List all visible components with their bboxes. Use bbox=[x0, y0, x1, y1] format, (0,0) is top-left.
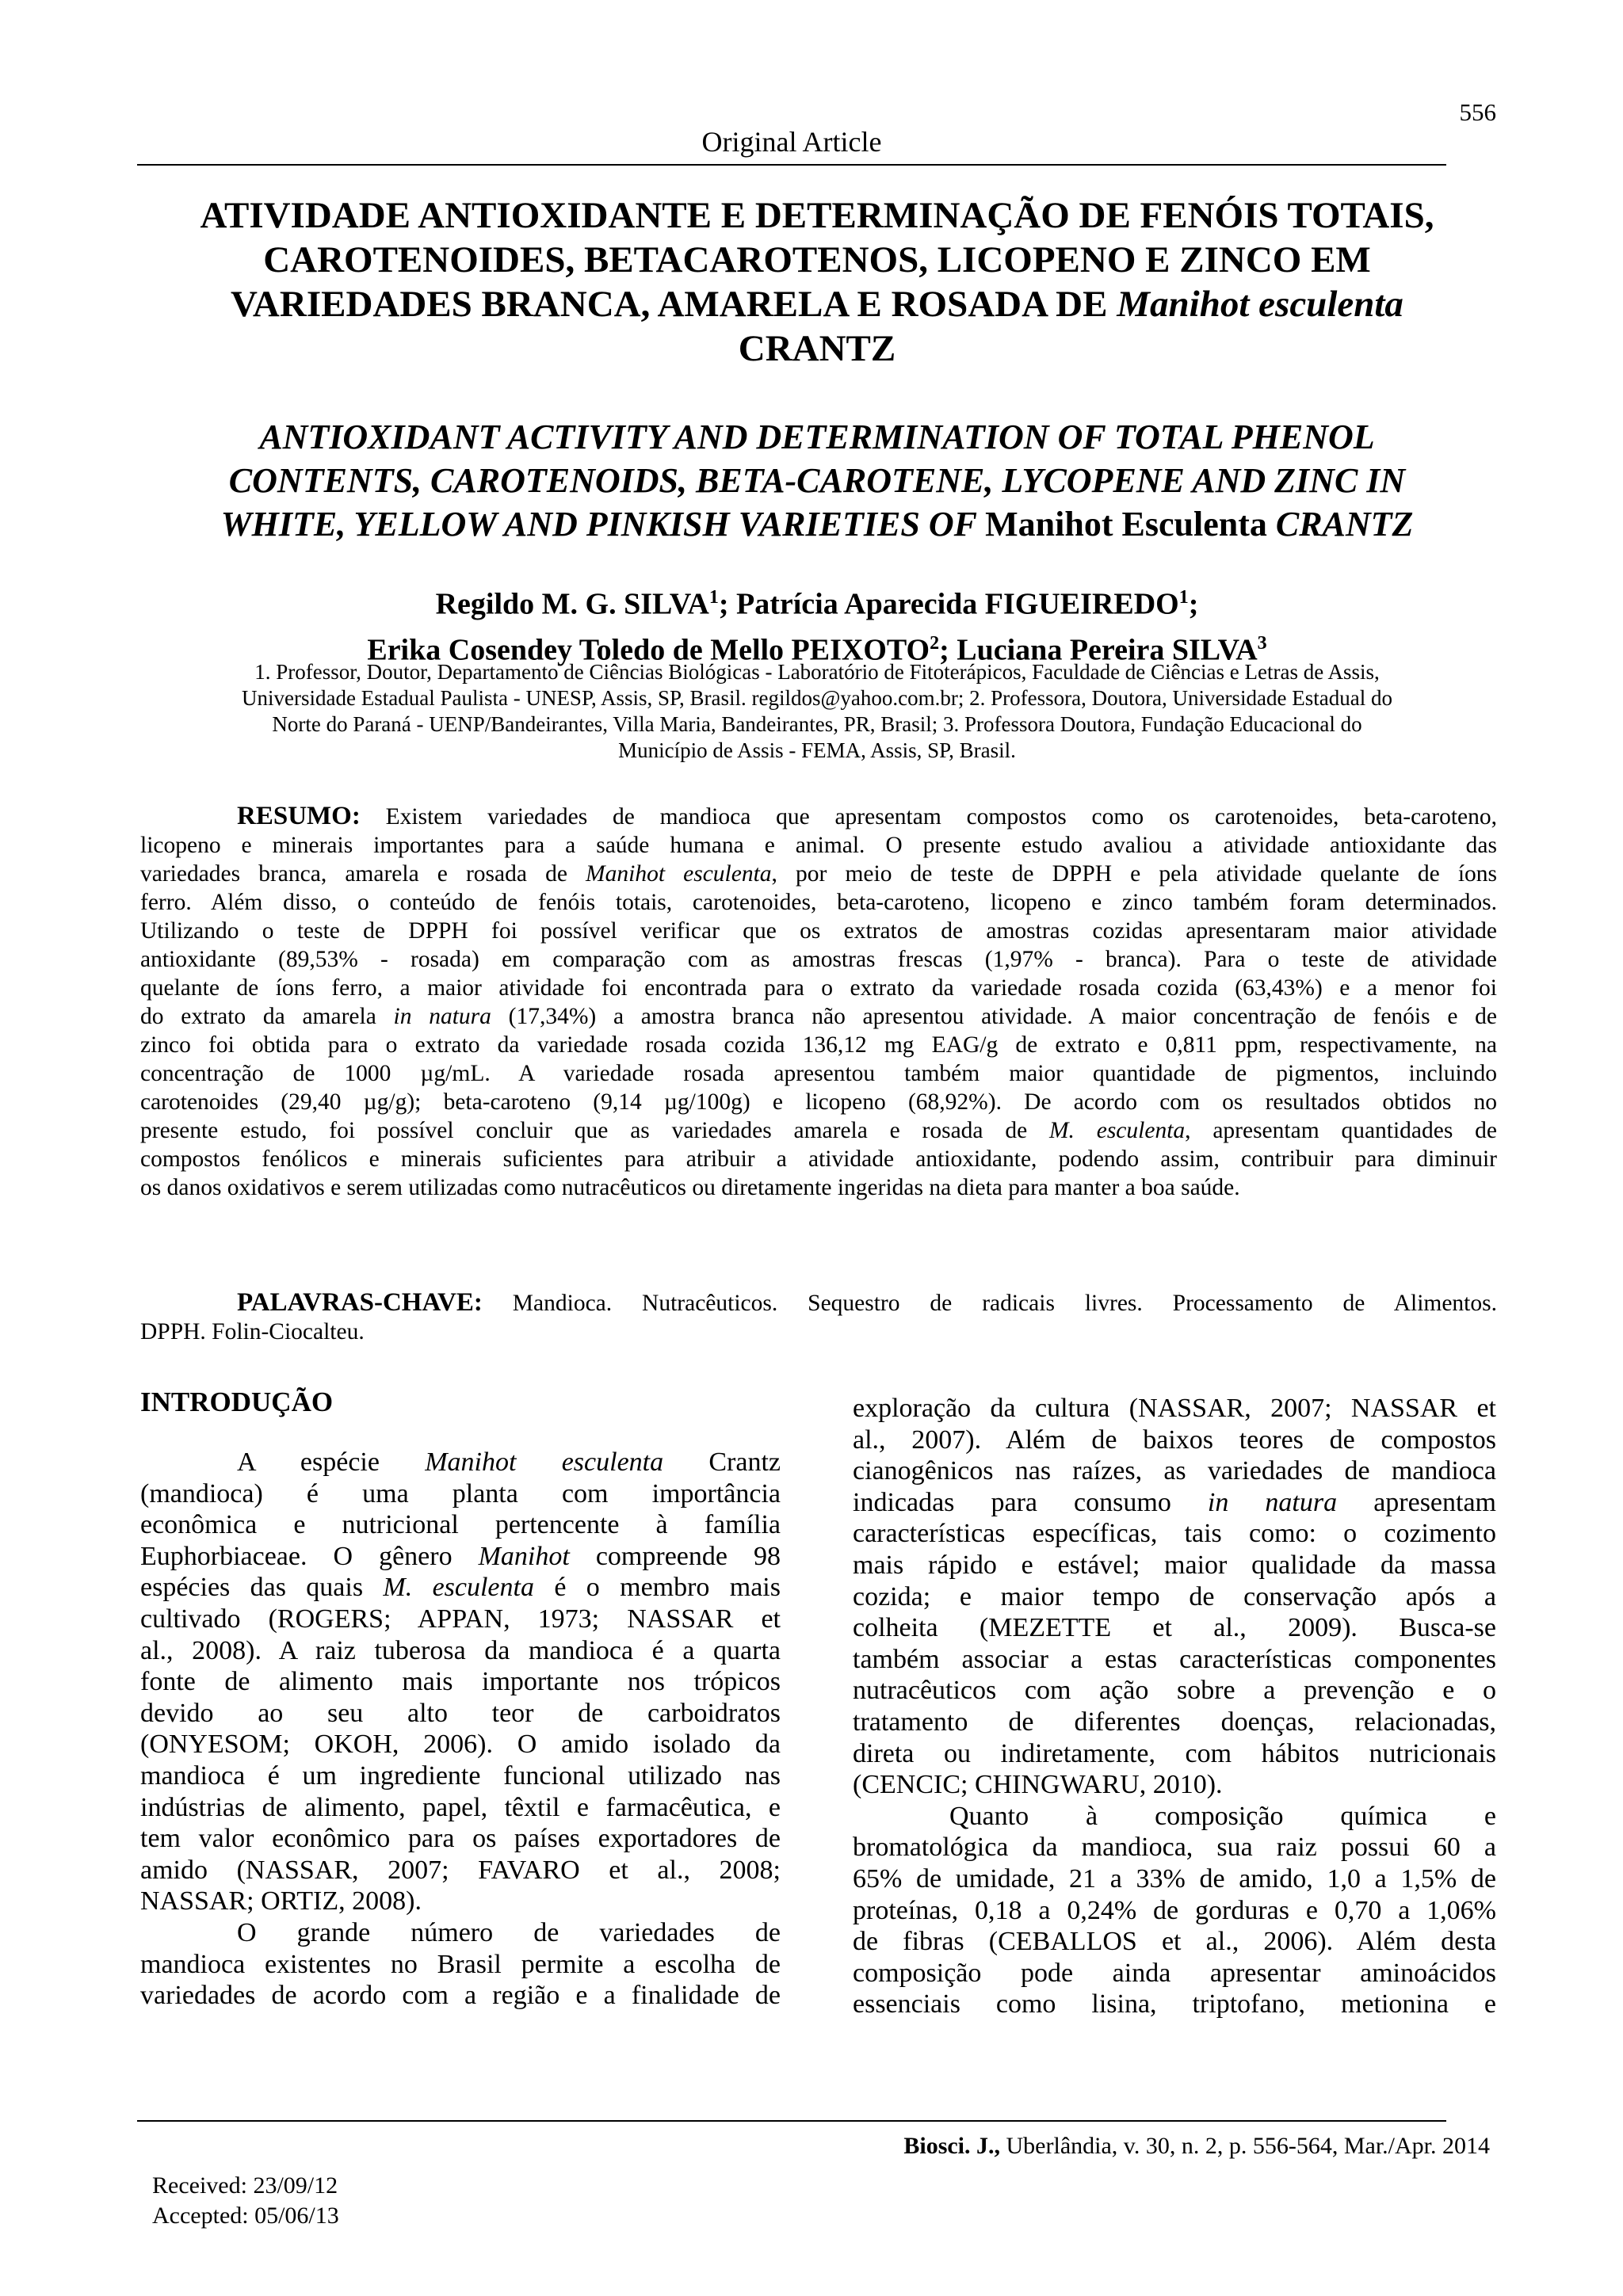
body-line: amido (NASSAR, 2007; FAVARO et al., 2008; bbox=[140, 1855, 781, 1885]
abstract-line: antioxidante (89,53% - rosada) em comparação com as amostras frescas (1,97% - branca). Para o teste de atividade bbox=[140, 947, 1497, 972]
body-text: Euphorbiaceae. O gênero bbox=[140, 1541, 479, 1571]
abstract-text: variedades branca, amarela e rosada de bbox=[140, 861, 586, 887]
body-line: fonte de alimento mais importante nos trópicos bbox=[140, 1667, 781, 1697]
abstract-line: quelante de íons ferro, a maior atividade foi encontrada para o extrato da variedade rosada cozida (63,43%) e a menor foi bbox=[140, 975, 1497, 1001]
body-text: é o membro mais bbox=[533, 1573, 781, 1603]
species-name: Manihot esculenta bbox=[425, 1447, 664, 1477]
abstract-line: Utilizando o teste de DPPH foi possível verificar que os extratos de amostras cozidas apresentaram maior atividade bbox=[140, 918, 1497, 944]
body-line: 65% de umidade, 21 a 33% de amido, 1,0 a 1,5% de bbox=[853, 1863, 1496, 1894]
abstract-line: os danos oxidativos e serem utilizadas como nutracêuticos ou diretamente ingeridas na dieta para manter a boa saúde. bbox=[140, 1175, 1240, 1200]
received-date: Received: 23/09/12 bbox=[152, 2172, 338, 2199]
affiliation-line: Norte do Paraná - UENP/Bandeirantes, Villa Maria, Bandeirantes, PR, Brasil; 3. Professora Doutora, Fundação Educacional do bbox=[272, 712, 1362, 736]
body-line: cozida; e maior tempo de conservação após a bbox=[853, 1581, 1496, 1611]
body-line bbox=[140, 1572, 781, 1604]
author-separator: ; bbox=[1188, 587, 1199, 621]
accepted-date: Accepted: 05/06/13 bbox=[152, 2203, 339, 2229]
abstract-line bbox=[140, 802, 1497, 831]
title-en-line-3 bbox=[137, 502, 1497, 546]
body-line: variedades de acordo com a região e a finalidade de bbox=[140, 1981, 781, 2011]
title-pt-line-1: ATIVIDADE ANTIOXIDANTE E DETERMINAÇÃO DE FENÓIS TOTAIS, bbox=[200, 195, 1434, 236]
abstract-line bbox=[140, 1116, 1497, 1145]
affiliations bbox=[137, 659, 1497, 764]
body-line: composição pode ainda apresentar aminoácidos bbox=[853, 1958, 1496, 1988]
abstract-line: ferro. Além disso, o conteúdo de fenóis totais, carotenoides, beta-caroteno, licopeno e zinco também foram determinados. bbox=[140, 890, 1497, 915]
body-line: Quanto à composição química e bbox=[949, 1801, 1496, 1831]
body-line: al., 2007). Além de baixos teores de compostos bbox=[853, 1425, 1496, 1455]
abstract-text: , por meio de teste de DPPH e pela atividade quelante de íons bbox=[771, 861, 1498, 887]
keywords-text: Mandioca. Nutracêuticos. Sequestro de radicais livres. Processamento de Alimentos. bbox=[482, 1291, 1497, 1316]
body-line: econômica e nutricional pertencente à família bbox=[140, 1510, 781, 1540]
title-en-crantz: CRANTZ bbox=[1266, 505, 1414, 543]
abstract-text: , apresentam quantidades de bbox=[1185, 1118, 1497, 1143]
body-line bbox=[140, 1447, 781, 1478]
body-line: NASSAR; ORTIZ, 2008). bbox=[140, 1886, 422, 1917]
author-line-1 bbox=[137, 578, 1497, 624]
body-line: características específicas, tais como: o cozimento bbox=[853, 1519, 1496, 1549]
journal-name: Biosci. J., bbox=[903, 2133, 1001, 2159]
author-4-affiliation-mark: 3 bbox=[1257, 632, 1267, 654]
body-line bbox=[853, 1487, 1496, 1519]
body-line: mandioca é um ingrediente funcional utilizado nas bbox=[140, 1760, 781, 1791]
submission-dates bbox=[152, 2171, 339, 2231]
body-line bbox=[140, 1541, 781, 1573]
abstract-species: M. esculenta bbox=[1048, 1118, 1186, 1143]
title-en-line-1: ANTIOXIDANT ACTIVITY AND DETERMINATION OF TOTAL PHENOL bbox=[259, 418, 1375, 456]
affiliation-line: 1. Professor, Doutor, Departamento de Ciências Biológicas - Laboratório de Fitoterápicos, Faculdade de Ciências e Letras de Assis, bbox=[254, 660, 1380, 684]
abstract-line: compostos fenólicos e minerais suficientes para atribuir a atividade antioxidante, podendo assim, contribuir para diminuir bbox=[140, 1146, 1497, 1172]
abstract-text: presente estudo, foi possível concluir que as variedades amarela e rosada de bbox=[140, 1118, 1049, 1143]
keywords-heading: PALAVRAS-CHAVE: bbox=[237, 1288, 483, 1317]
abstract bbox=[140, 802, 1497, 1202]
title-en-species: Manihot Esculenta bbox=[985, 505, 1267, 543]
right-column bbox=[853, 1393, 1496, 2020]
species-name: M. esculenta bbox=[383, 1573, 534, 1603]
page-number: 556 bbox=[1459, 98, 1496, 126]
abstract-text: Existem variedades de mandioca que apresentam compostos como os carotenoides, beta-caroteno, bbox=[360, 804, 1497, 830]
author-1-affiliation-mark: 1 bbox=[708, 587, 719, 608]
body-line: tratamento de diferentes doenças, relacionadas, bbox=[853, 1707, 1496, 1737]
journal-citation bbox=[903, 2133, 1490, 2160]
footer-rule bbox=[137, 2120, 1446, 2122]
body-text: Crantz bbox=[663, 1447, 781, 1477]
body-text: espécies das quais bbox=[140, 1573, 384, 1603]
affiliation-line: Universidade Estadual Paulista - UNESP, Assis, SP, Brasil. regildos@yahoo.com.br; 2. Professora, Doutora, Universidade Estadual do bbox=[242, 686, 1392, 710]
title-pt-line-3 bbox=[137, 282, 1497, 326]
left-column bbox=[140, 1386, 781, 2012]
abstract-text: do extrato da amarela bbox=[140, 1004, 394, 1029]
body-line: nutracêuticos com ação sobre a prevenção e o bbox=[853, 1676, 1496, 1706]
body-line: proteínas, 0,18 a 0,24% de gorduras e 0,70 a 1,06% bbox=[853, 1895, 1496, 1925]
abstract-italic: in natura bbox=[393, 1004, 491, 1029]
author-2: ; Patrícia Aparecida FIGUEIREDO bbox=[718, 587, 1179, 621]
running-head: Original Article bbox=[701, 126, 882, 158]
body-line: tem valor econômico para os países exportadores de bbox=[140, 1824, 781, 1854]
body-line: exploração da cultura (NASSAR, 2007; NASSAR et bbox=[853, 1394, 1496, 1423]
title-pt-line-3-text: VARIEDADES BRANCA, AMARELA E ROSADA DE bbox=[231, 284, 1117, 325]
body-text: A espécie bbox=[237, 1447, 426, 1477]
title-pt-species: Manihot esculenta bbox=[1117, 284, 1403, 325]
abstract-text: (17,34%) a amostra branca não apresentou atividade. A maior concentração de fenóis e de bbox=[491, 1004, 1498, 1029]
author-3: Erika Cosendey Toledo de Mello PEIXOTO bbox=[367, 633, 930, 667]
italic-term: in natura bbox=[1207, 1487, 1338, 1517]
body-line: al., 2008). A raiz tuberosa da mandioca é a quarta bbox=[140, 1635, 781, 1665]
body-line: também associar a estas características componentes bbox=[853, 1644, 1496, 1674]
abstract-line: concentração de 1000 µg/mL. A variedade rosada apresentou também maior quantidade de pigmentos, incluindo bbox=[140, 1061, 1497, 1086]
body-text: indicadas para consumo bbox=[853, 1487, 1208, 1517]
body-line: cultivado (ROGERS; APPAN, 1973; NASSAR et bbox=[140, 1604, 781, 1634]
body-line: mandioca existentes no Brasil permite a escolha de bbox=[140, 1949, 781, 1979]
keywords-line: DPPH. Folin-Ciocalteu. bbox=[140, 1319, 365, 1344]
body-line: direta ou indiretamente, com hábitos nutricionais bbox=[853, 1738, 1496, 1768]
affiliation-line: Município de Assis - FEMA, Assis, SP, Brasil. bbox=[618, 738, 1016, 762]
title-english bbox=[137, 415, 1497, 546]
author-3-affiliation-mark: 2 bbox=[930, 632, 940, 654]
author-2-affiliation-mark: 1 bbox=[1178, 587, 1189, 608]
journal-volume-info: Uberlândia, v. 30, n. 2, p. 556-564, Mar./Apr. 2014 bbox=[1000, 2133, 1490, 2159]
body-line: de fibras (CEBALLOS et al., 2006). Além desta bbox=[853, 1927, 1496, 1957]
title-en-line-2: CONTENTS, CAROTENOIDS, BETA-CAROTENE, LYCOPENE AND ZINC IN bbox=[228, 461, 1406, 500]
genus-name: Manihot bbox=[478, 1541, 570, 1571]
abstract-line bbox=[140, 860, 1497, 888]
title-pt-line-4: CRANTZ bbox=[738, 328, 896, 369]
body-line: devido ao seu alto teor de carboidratos bbox=[140, 1698, 781, 1728]
abstract-line: carotenoides (29,40 µg/g); beta-caroteno (9,14 µg/100g) e licopeno (68,92%). De acordo com os resultados obtidos no bbox=[140, 1089, 1497, 1115]
title-portuguese bbox=[137, 193, 1497, 371]
body-line: essenciais como lisina, triptofano, metionina e bbox=[853, 1989, 1496, 2019]
body-line: O grande número de variedades de bbox=[237, 1917, 781, 1947]
keywords-line bbox=[140, 1288, 1497, 1318]
keywords bbox=[140, 1288, 1497, 1346]
abstract-line: zinco foi obtida para o extrato da variedade rosada cozida 136,12 mg EAG/g de extrato e 0,811 ppm, respectivamente, na bbox=[140, 1032, 1497, 1058]
body-line: colheita (MEZETTE et al., 2009). Busca-se bbox=[853, 1613, 1496, 1643]
body-line: bromatológica da mandioca, sua raiz possui 60 a bbox=[853, 1833, 1496, 1863]
abstract-line bbox=[140, 1002, 1497, 1031]
abstract-line: licopeno e minerais importantes para a saúde humana e animal. O presente estudo avaliou a atividade antioxidante das bbox=[140, 833, 1497, 858]
body-line: cianogênicos nas raízes, as variedades de mandioca bbox=[853, 1456, 1496, 1486]
title-en-line-3-text: WHITE, YELLOW AND PINKISH VARIETIES OF bbox=[220, 505, 986, 543]
title-pt-line-2: CAROTENOIDES, BETACAROTENOS, LICOPENO E ZINCO EM bbox=[263, 239, 1371, 280]
body-line: mais rápido e estável; maior qualidade da massa bbox=[853, 1550, 1496, 1580]
abstract-species: Manihot esculenta bbox=[586, 861, 772, 887]
body-line: (ONYESOM; OKOH, 2006). O amido isolado da bbox=[140, 1730, 781, 1760]
author-1: Regildo M. G. SILVA bbox=[435, 587, 709, 621]
body-text: compreende 98 bbox=[569, 1541, 781, 1571]
body-line: (mandioca) é uma planta com importância bbox=[140, 1478, 781, 1508]
section-heading-introduction: INTRODUÇÃO bbox=[140, 1386, 334, 1417]
abstract-heading: RESUMO: bbox=[237, 802, 361, 830]
body-line: (CENCIC; CHINGWARU, 2010). bbox=[853, 1770, 1223, 1800]
header-rule bbox=[137, 164, 1446, 166]
author-4: ; Luciana Pereira SILVA bbox=[939, 633, 1258, 667]
body-line: indústrias de alimento, papel, têxtil e farmacêutica, e bbox=[140, 1792, 781, 1822]
author-list bbox=[137, 578, 1497, 669]
body-text: apresentam bbox=[1337, 1487, 1496, 1517]
